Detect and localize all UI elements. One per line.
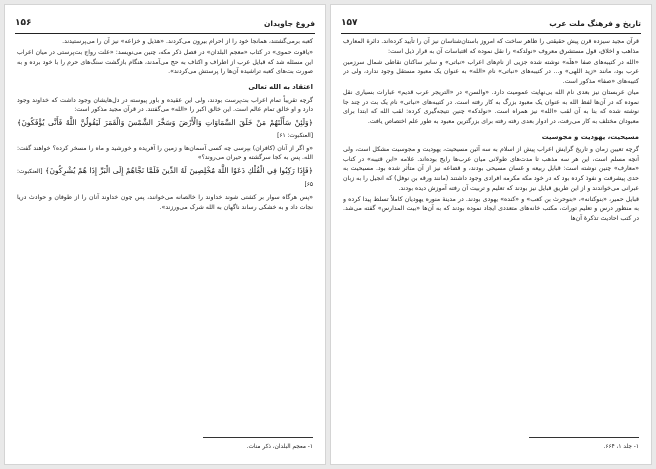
page-body: [17, 37, 313, 424]
paragraph: کعبه برمی‌گشتند، همانجا خود را از احرام بیرون می‌کردند. «هذیل و خزاعه» نیز آن را می‌پرستیدند.: [62, 38, 313, 45]
footnote-rule: [529, 437, 639, 438]
section-heading: مسیحیت، یهودیت و مجوسیت: [541, 132, 639, 141]
page-156: [4, 4, 326, 465]
quran-verse: [17, 165, 313, 191]
page-header: [341, 15, 641, 34]
section-heading: اعتقاد به الله تعالی: [248, 82, 313, 91]
page-number: ۱۵۶: [15, 18, 32, 28]
verse-reference: [العنکبوت: ۶۱]: [277, 132, 313, 139]
verse-reference: [العنکبوت: ۶۵]: [17, 168, 313, 188]
footnote: ۱- معجم البلدان، ذکر منات.: [246, 444, 313, 450]
paragraph: «یاقوت حموی» در کتاب «معجم البلدان» در فصل ذکر مکه، چنین می‌نویسد: «علت رواج بت‌پرستی در میان اعراب این مسئله شد که قبایل عرب از اطراف و اکناف به حج می‌آمدند، هنگام بازگشت سنگ‌های حرم را با خود برده و به صورت بت‌های کعبه تراشیده آن‌ها را پرستش می‌کردند».: [17, 49, 313, 76]
page-header: [15, 15, 315, 34]
verse-text: ﴿فَإِذَا رَكِبُوا فِي الْفُلْكِ دَعَوُا اللَّهَ مُخْلِصِينَ لَهُ الدِّينَ فَلَمَّا نَجَّاهُمْ إِلَى الْبَرِّ إِذَا هُمْ يُشْرِكُونَ﴾: [45, 165, 313, 175]
paragraph: «و اگر از آنان (کافران) بپرسی چه کسی آسمان‌ها و زمین را آفریده و خورشید و ماه را مسخر کرده؟ خواهند گفت: الله. پس به کجا سرگشته و حیران می‌روند؟»: [17, 144, 313, 162]
footnote: ۱- جلد ۱، ۶۶۴.: [603, 444, 639, 450]
running-title: فروغ جاویدان: [264, 18, 315, 28]
paragraph: گرچه تعیین زمان و تاریخ گرایش اعراب پیش از اسلام به سه آئین مسیحیت، یهودیت و مجوسیت مشکل است، ولی آنچه مسلم است، این هر سه مذهب تا مدت‌های طولانی میان عرب‌ها رایج بوده‌اند. علامه «ابن قتیبه» در کتاب «معارف» چنین نوشته است: قبایل ربیعه و غسان مسیحی بودند، و قضاعه نیز از آن متأثر شده بود. مسیحیت به حدی پیشرفت و نفوذ کرده بود که در خود مکه مکرمه افرادی وجود داشتند (مانند ورقه بن نوفل) که انجیل را به زبان عبرانی می‌خواندند و از این طریق قبایل نیز بودند که تعلیم و تربیت آن رفته آموزش دیده بودند.: [343, 146, 639, 192]
page-number: ۱۵۷: [341, 18, 358, 28]
page-body: [343, 37, 639, 424]
paragraph: گرچه تقریباً تمام اعراب بت‌پرست بودند، ولی این عقیده و باور پیوسته در دل‌هایشان وجود داشت که خداوند وجود دارد و او خالق تمام عالم است. این خالق اکبر را «الله» می‌گفتند. در قرآن مجید مذکور است:: [17, 96, 313, 114]
quran-verse: [17, 117, 313, 142]
paragraph: «الله در کتیبه‌های صفا «هلَه» نوشته شده جزیی از نام‌های اعراب «نباتی» و سایر ساکنان نقاطی شمال سرزمین عرب بود، مانند «زید اللهی» و... در کتیبه‌های «نباتی» نام «الله» به عنوان یک معبود مستقل وجود ندارد، ولی در کتیبه‌های «صفا» مذکور است.: [343, 58, 639, 85]
running-title: تاریخ و فرهنگ ملت عرب: [549, 18, 641, 28]
footnote-rule: [203, 437, 313, 438]
paragraph: میان عربستان نیز بعدی نام الله بی‌نهایت عمومیت دارد. «والسن» در «التریجر عرب قدیم» عبارات بسیاری نقل نموده که در آن‌ها لفظ الله به عنوان یک معبود بزرگ به کار رفته است. در کتیبه‌های «نباتی» نام یک بت در چند جا نوشته شده که بنا به آن لقب «الله» نیز همراه است. «نولدکه» چنین نتیجه‌گیری کرده: لقب الله که ابتدا برای معبودان مختلف به کار می‌رفت، در ادوار بعدی رفته رفته برای بزرگترین معبود به طور علم اختصاص یافت.: [343, 89, 639, 125]
paragraph: قرآن مجید سیزده قرن پیش حقیقتی را ظاهر ساخت که امروز باستان‌شناسان نیز آن را تأیید کرده‌اند. دائرة المعارف مذاهب و اخلاق، قول مستشرق معروف «نولدکه» را نقل نموده که اقتباسات آن به قرار ذیل است:: [343, 38, 639, 55]
verse-text: ﴿وَلَئِنْ سَأَلْتَهُمْ مَنْ خَلَقَ السَّمَاوَاتِ وَالْأَرْضَ وَسَخَّرَ الشَّمْسَ وَالْقَمَرَ لَيَقُولُنَّ اللَّهُ فَأَنَّى يُؤْفَكُونَ﴾: [17, 117, 313, 127]
page-157: [330, 4, 652, 465]
paragraph: قبایل حمیر، «بنوکنانه»، «بنوحرث بن کعب» و «کنده» یهودی بودند. در مدینهٔ منوره یهودیان کاملاً تسلط پیدا کرده و به منظور درس و تعلیم تورات، مکتب خانه‌های متعددی ایجاد نموده بودند که به آن‌ها «بیت المدارس» گفته می‌شد. در کتب احادیث تذکرهٔ آن‌ها: [343, 195, 639, 222]
paragraph: «پس هرگاه سوار بر کشتی شوند خداوند را خالصانه می‌خوانند، پس چون خداوند آنان را از طوفان و حوادث دریا نجات داد و به خشکی رساند ناگهان به الله شرک می‌ورزند».: [17, 193, 313, 211]
